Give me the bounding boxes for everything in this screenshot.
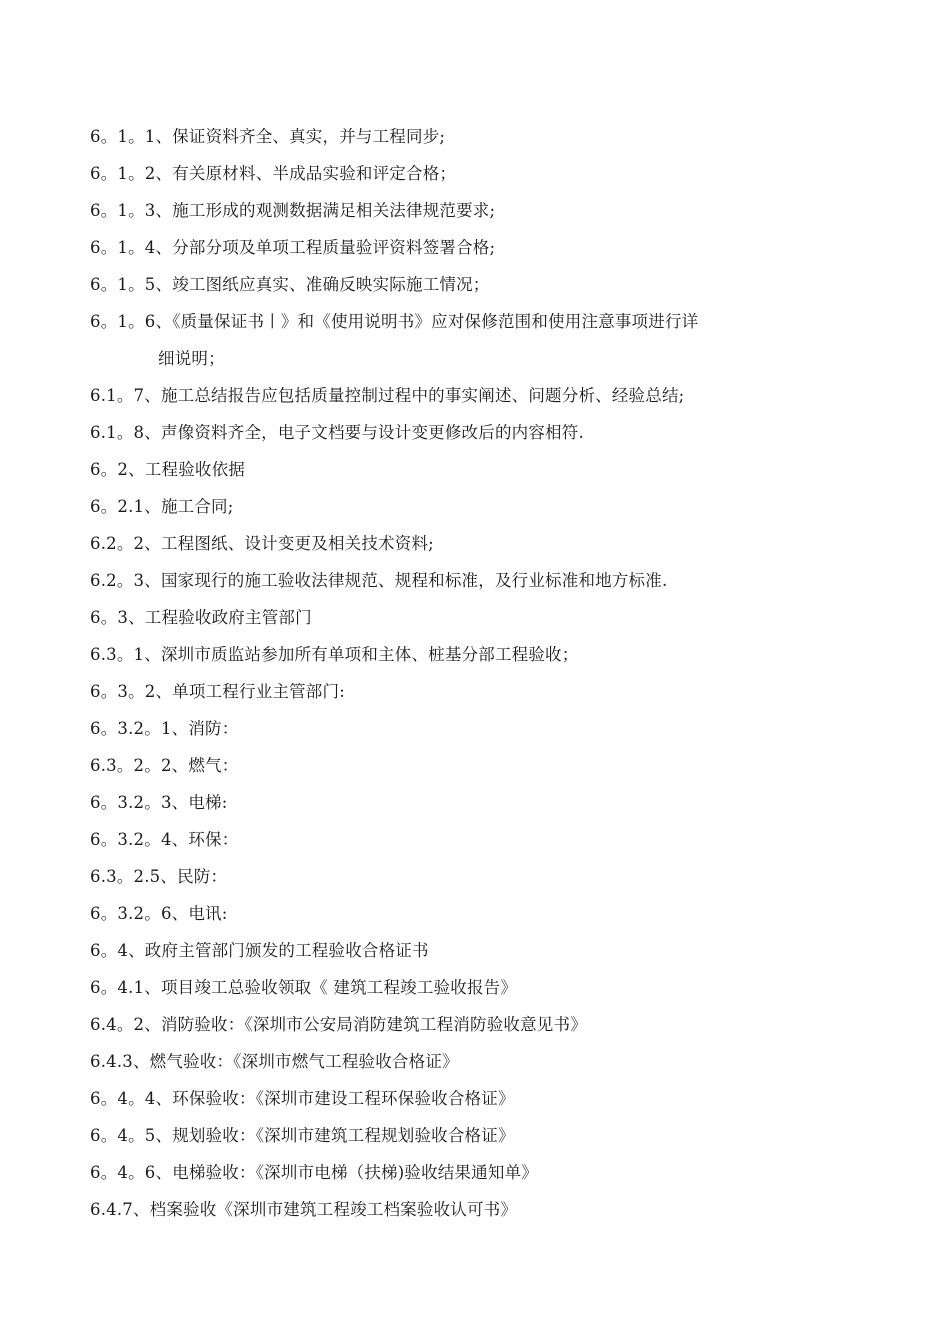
- document-line: 6.1。7、施工总结报告应包括质量控制过程中的事实阐述、问题分析、经验总结;: [90, 386, 685, 405]
- document-line: 6。1。6、《质量保证书丨》和《使用说明书》应对保修范围和使用注意事项进行详: [90, 312, 699, 331]
- document-line: 6。1。5、竣工图纸应真实、准确反映实际施工情况；: [90, 275, 490, 294]
- document-line: 6。1。2、有关原材料、半成品实验和评定合格；: [90, 164, 457, 183]
- document-line: 6。3.2。4、环保：: [90, 830, 239, 849]
- document-line: 6。1。3、施工形成的观测数据满足相关法律规范要求;: [90, 201, 496, 220]
- document-line: 6.4.3、燃气验收：《深圳市燃气工程验收合格证》: [90, 1052, 459, 1071]
- document-line: 6。4.1、项目竣工总验收领取《 建筑工程竣工验收报告》: [90, 978, 518, 997]
- document-line: 6。3。2、单项工程行业主管部门:: [90, 682, 345, 701]
- document-line: 6。3、工程验收政府主管部门: [90, 608, 312, 627]
- document-line: 6.1。8、声像资料齐全，电子文档要与设计变更修改后的内容相符.: [90, 423, 584, 442]
- document-line: 6。1。1、保证资料齐全、真实，并与工程同步;: [90, 127, 446, 146]
- document-line: 6。4。6、电梯验收：《深圳市电梯（扶梯)验收结果通知单》: [90, 1163, 538, 1182]
- document-line: 6。1。4、分部分项及单项工程质量验评资料签署合格;: [90, 238, 496, 257]
- document-line: 6.2。2、工程图纸、设计变更及相关技术资料;: [90, 534, 434, 553]
- document-line: 6。4。4、环保验收：《深圳市建设工程环保验收合格证》: [90, 1089, 515, 1108]
- document-line: 6.4.7、档案验收《深圳市建筑工程竣工档案验收认可书》: [90, 1200, 518, 1219]
- document-line: 6。4。5、规划验收：《深圳市建筑工程规划验收合格证》: [90, 1126, 515, 1145]
- document-line: 6.3。2。2、燃气：: [90, 756, 239, 775]
- document-line: 6。3.2。3、电梯:: [90, 793, 228, 812]
- document-line: 6.2。3、国家现行的施工验收法律规范、规程和标准，及行业标准和地方标准.: [90, 571, 668, 590]
- document-line: 6.4。2、消防验收：《深圳市公安局消防建筑工程消防验收意见书》: [90, 1015, 587, 1034]
- document-line: 细说明；: [158, 349, 225, 368]
- document-line: 6。2.1、施工合同;: [90, 497, 234, 516]
- document-line: 6。2、工程验收依据: [90, 460, 245, 479]
- document-line: 6。4、政府主管部门颁发的工程验收合格证书: [90, 941, 429, 960]
- document-line: 6.3。2.5、民防：: [90, 867, 228, 886]
- document-line: 6.3。1、深圳市质监站参加所有单项和主体、桩基分部工程验收；: [90, 645, 579, 664]
- document-body: [90, 118, 870, 1228]
- document-line: 6。3.2。1、消防：: [90, 719, 239, 738]
- document-line: 6。3.2。6、电讯:: [90, 904, 228, 923]
